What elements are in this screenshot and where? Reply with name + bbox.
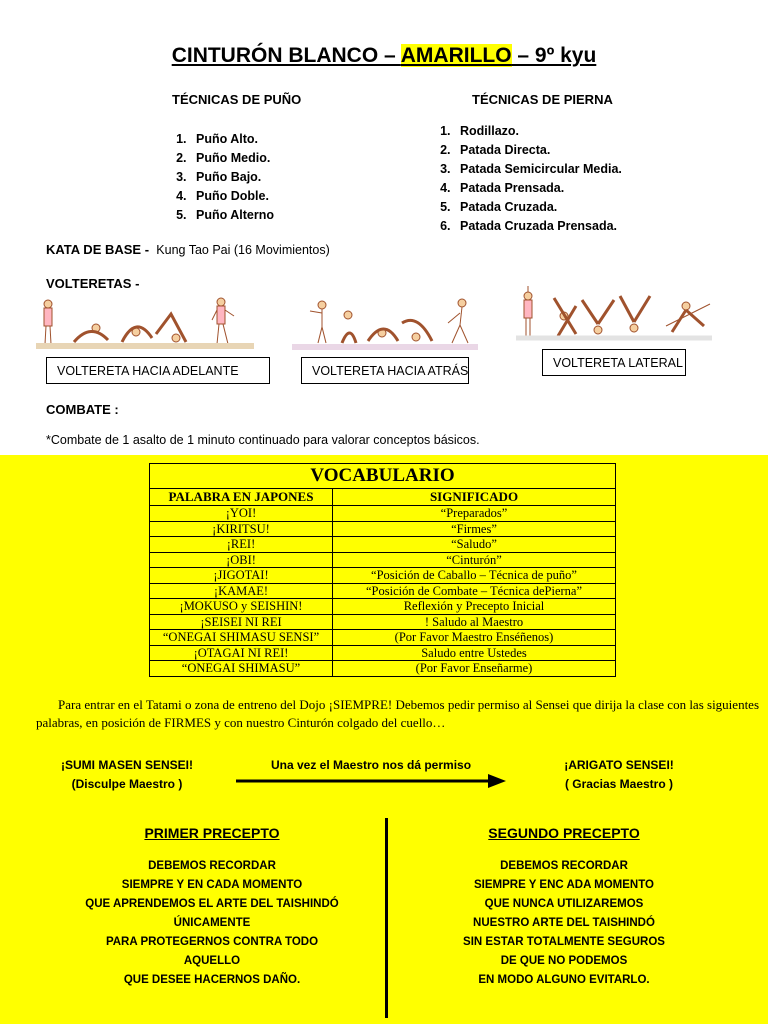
volteretas-label: VOLTERETAS - bbox=[46, 276, 140, 291]
list-item: 4. Puño Doble. bbox=[190, 187, 274, 206]
vocab-word: ¡REI! bbox=[150, 537, 333, 553]
list-item: 2. Puño Medio. bbox=[190, 149, 274, 168]
vocabulary-header-japanese: PALABRA EN JAPONES bbox=[150, 489, 333, 506]
arigato-text: ¡ARIGATO SENSEI! bbox=[564, 758, 674, 772]
punos-heading: TÉCNICAS DE PUÑO bbox=[172, 92, 302, 107]
vocab-meaning: (Por Favor Enseñarme) bbox=[333, 661, 616, 677]
precepto-line: SIEMPRE Y EN CADA MOMENTO bbox=[121, 879, 303, 891]
precepto-divider bbox=[385, 818, 388, 1018]
vocab-meaning: ! Saludo al Maestro bbox=[333, 614, 616, 630]
table-row bbox=[150, 645, 616, 661]
vocabulary-table bbox=[149, 463, 616, 677]
precepto-line: QUE NUNCA UTILIZAREMOS bbox=[484, 898, 644, 910]
vocab-meaning: (Por Favor Maestro Enséñenos) bbox=[333, 630, 616, 646]
precepto-line: SIEMPRE Y ENC ADA MOMENTO bbox=[474, 879, 654, 891]
kata-value: Kung Tao Pai (16 Movimientos) bbox=[156, 243, 330, 257]
vocab-word: ¡JIGOTAI! bbox=[150, 568, 333, 584]
vocab-meaning: “Saludo” bbox=[333, 537, 616, 553]
dojo-entry-paragraph: Para entrar en el Tatami o zona de entreno del Dojo ¡SIEMPRE! Debemos pedir permiso al Sensei que dirija la clase con las siguientes palabras, en posición de FIRMES y con nuestro Cinturón colgado del cuello… bbox=[36, 697, 760, 730]
vocab-word: ¡KIRITSU! bbox=[150, 521, 333, 537]
precepto-line: QUE DESEE HACERNOS DAÑO. bbox=[123, 974, 301, 986]
vocab-meaning: “Preparados” bbox=[333, 506, 616, 522]
title-prefix: CINTURÓN BLANCO – bbox=[171, 44, 401, 67]
vocab-meaning: Reflexión y Precepto Inicial bbox=[333, 599, 616, 615]
title-highlight: AMARILLO bbox=[400, 44, 512, 67]
table-row bbox=[150, 661, 616, 677]
vocab-word: ¡YOI! bbox=[150, 506, 333, 522]
arigato-translation: ( Gracias Maestro ) bbox=[564, 777, 674, 791]
arrow-right-icon bbox=[236, 772, 508, 790]
vocab-meaning: “Posición de Combate – Técnica dePierna” bbox=[333, 583, 616, 599]
vocab-word: ¡KAMAE! bbox=[150, 583, 333, 599]
label-volteretas-lateral: VOLTERETA LATERAL bbox=[542, 349, 686, 376]
table-row bbox=[150, 599, 616, 615]
permission-note: Una vez el Maestro nos dá permiso bbox=[270, 758, 472, 772]
precepto-line: ÚNICAMENTE bbox=[173, 917, 251, 929]
vocab-meaning: “Posición de Caballo – Técnica de puño” bbox=[333, 568, 616, 584]
precepto-line: DEBEMOS RECORDAR bbox=[500, 860, 628, 872]
combate-note: *Combate de 1 asalto de 1 minuto continuado para valorar conceptos básicos. bbox=[46, 433, 480, 447]
table-row bbox=[150, 583, 616, 599]
precepto-line: QUE APRENDEMOS EL ARTE DEL TAISHINDÓ bbox=[85, 898, 339, 910]
punos-list bbox=[166, 130, 274, 225]
kata-line bbox=[46, 242, 330, 257]
sumi-masen-phrase bbox=[40, 756, 214, 794]
list-item: 5. Puño Alterno bbox=[190, 206, 274, 225]
precepto-line: NUESTRO ARTE DEL TAISHINDÓ bbox=[473, 917, 655, 929]
vocab-meaning: Saludo entre Ustedes bbox=[333, 645, 616, 661]
table-row bbox=[150, 614, 616, 630]
list-item: 5. Patada Cruzada. bbox=[454, 198, 622, 217]
table-row bbox=[150, 630, 616, 646]
list-item: 6. Patada Cruzada Prensada. bbox=[454, 217, 622, 236]
forward-roll-illustration bbox=[36, 294, 254, 352]
cartwheel-illustration bbox=[516, 286, 712, 344]
vocab-word: ¡MOKUSO y SEISHIN! bbox=[150, 599, 333, 615]
table-row bbox=[150, 506, 616, 522]
arigato-phrase bbox=[532, 756, 706, 794]
precepto-line: DE QUE NO PODEMOS bbox=[500, 955, 628, 967]
precepto-line: SIN ESTAR TOTALMENTE SEGUROS bbox=[463, 936, 665, 948]
segundo-precepto-text bbox=[404, 857, 724, 990]
table-row bbox=[150, 521, 616, 537]
label-volteretas-adelante: VOLTERETA HACIA ADELANTE bbox=[46, 357, 270, 384]
list-item: 1. Puño Alto. bbox=[190, 130, 274, 149]
vocab-word: ¡SEISEI NI REI bbox=[150, 614, 333, 630]
vocab-meaning: “Firmes” bbox=[333, 521, 616, 537]
label-volteretas-atras: VOLTERETA HACIA ATRÁS bbox=[301, 357, 469, 384]
vocab-word: ¡OTAGAI NI REI! bbox=[150, 645, 333, 661]
table-row bbox=[150, 552, 616, 568]
list-item: 3. Puño Bajo. bbox=[190, 168, 274, 187]
list-item: 3. Patada Semicircular Media. bbox=[454, 160, 622, 179]
table-row bbox=[150, 568, 616, 584]
vocabulary-title: VOCABULARIO bbox=[150, 464, 616, 489]
kata-label: KATA DE BASE - bbox=[46, 242, 150, 257]
precepto-line: EN MODO ALGUNO EVITARLO. bbox=[478, 974, 650, 986]
primer-precepto-title: PRIMER PRECEPTO bbox=[144, 825, 280, 841]
vocab-meaning: “Cinturón” bbox=[333, 552, 616, 568]
table-row bbox=[150, 537, 616, 553]
sumi-masen-text: ¡SUMI MASEN SENSEI! bbox=[60, 758, 193, 772]
vocab-word: “ONEGAI SHIMASU” bbox=[150, 661, 333, 677]
piernas-heading: TÉCNICAS DE PIERNA bbox=[472, 92, 613, 107]
combate-label: COMBATE : bbox=[46, 402, 119, 417]
primer-precepto-text bbox=[52, 857, 372, 990]
vocab-word: “ONEGAI SHIMASU SENSI” bbox=[150, 630, 333, 646]
sumi-masen-translation: (Disculpe Maestro ) bbox=[71, 777, 183, 791]
precepto-line: PARA PROTEGERNOS CONTRA TODO bbox=[105, 936, 319, 948]
precepto-line: AQUELLO bbox=[183, 955, 241, 967]
vocabulary-header-meaning: SIGNIFICADO bbox=[333, 489, 616, 506]
title-suffix: – 9º kyu bbox=[511, 44, 597, 67]
list-item: 4. Patada Prensada. bbox=[454, 179, 622, 198]
precepto-line: DEBEMOS RECORDAR bbox=[148, 860, 276, 872]
segundo-precepto-title: SEGUNDO PRECEPTO bbox=[488, 825, 640, 841]
list-item: 2. Patada Directa. bbox=[454, 141, 622, 160]
piernas-list bbox=[430, 122, 622, 236]
backward-roll-illustration bbox=[292, 293, 478, 351]
vocab-word: ¡OBI! bbox=[150, 552, 333, 568]
list-item: 1. Rodillazo. bbox=[454, 122, 622, 141]
page-title bbox=[0, 44, 768, 68]
